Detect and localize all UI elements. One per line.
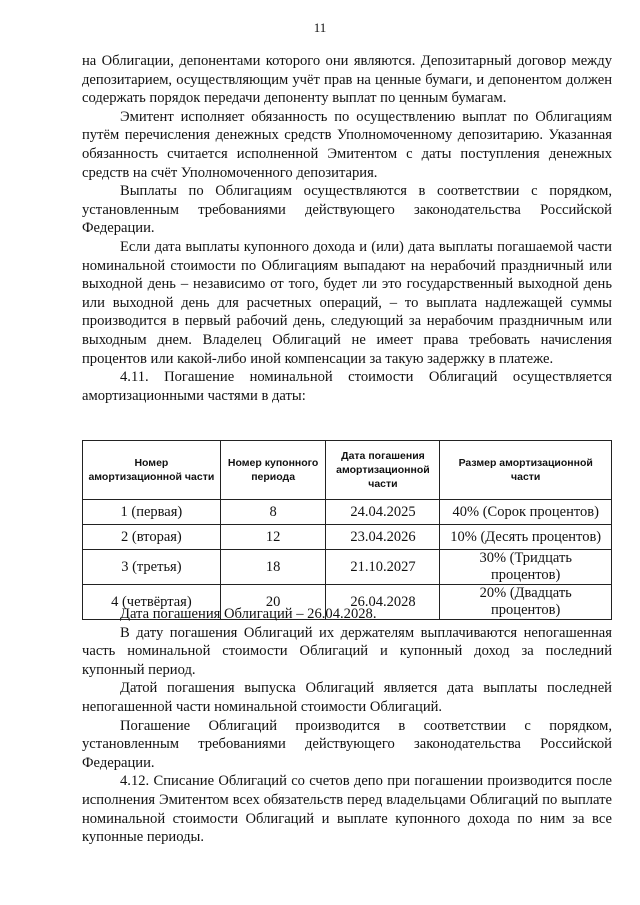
coupon-period-cell: 20 bbox=[220, 585, 326, 620]
table-row bbox=[83, 500, 612, 525]
table-row bbox=[83, 525, 612, 550]
paragraph: Если дата выплаты купонного дохода и (или) дата выплаты погашаемой части номинальной стоимости по Облигациям выпадают на нерабочий праздничный или выходной день – независимо от того, будет ли это государственный выходной день или выходной день для расчетных операций, – то выплата надлежащей суммы производится в первый рабочий день, следующий за нерабочим праздничным или выходным днем. Владелец Облигаций не имеет права требовать начисления процентов или какой-либо иной компенсации за такую задержку в платеже. bbox=[82, 238, 612, 367]
body-text-top bbox=[82, 52, 612, 405]
part-number-cell: 1 (первая) bbox=[83, 500, 221, 525]
paragraph: Погашение Облигаций производится в соответствии с порядком, установленным требованиями действующего законодательства Российской Федерации. bbox=[82, 717, 612, 771]
redemption-date-cell: 24.04.2025 bbox=[326, 500, 440, 525]
part-size-cell: 40% (Сорок процентов) bbox=[440, 500, 612, 525]
header-coupon-period: Номер купонного периода bbox=[220, 441, 326, 500]
paragraph: 4.11. Погашение номинальной стоимости Облигаций осуществляется амортизационными частями в даты: bbox=[82, 369, 612, 404]
coupon-period-cell: 18 bbox=[220, 550, 326, 585]
paragraph: Эмитент исполняет обязанность по осуществлению выплат по Облигациям путём перечисления денежных средств Уполномоченному депозитарию. Указанная обязанность считается исполненной Эмитентом с даты поступления денежных средств на счёт Уполномоченного депозитария. bbox=[82, 108, 612, 181]
header-part-size: Размер амортизационной части bbox=[440, 441, 612, 500]
body-text-bottom bbox=[82, 605, 612, 847]
paragraph: Датой погашения выпуска Облигаций является дата выплаты последней непогашенной части номинальной стоимости Облигаций. bbox=[82, 680, 612, 715]
paragraph: на Облигации, депонентами которого они являются. Депозитарный договор между депозитарием, осуществляющим учёт прав на ценные бумаги, и депонентом должен содержать порядок передачи депоненту выплат по ценным бумагам. bbox=[82, 53, 612, 107]
table-row bbox=[83, 550, 612, 585]
paragraph: В дату погашения Облигаций их держателям выплачиваются непогашенная часть номинальной стоимости Облигаций и купонный доход за последний купонный период. bbox=[82, 624, 612, 678]
redemption-date-cell: 26.04.2028 bbox=[326, 585, 440, 620]
paragraph: Выплаты по Облигациям осуществляются в соответствии с порядком, установленным требованиями действующего законодательства Российской Федерации. bbox=[82, 183, 612, 237]
part-number-cell: 4 (четвёртая) bbox=[83, 585, 221, 620]
header-part-number: Номер амортизационной части bbox=[83, 441, 221, 500]
table-header-row bbox=[83, 441, 612, 500]
part-size-cell: 20% (Двадцать процентов) bbox=[440, 585, 612, 620]
part-number-cell: 2 (вторая) bbox=[83, 525, 221, 550]
part-size-cell: 30% (Тридцать процентов) bbox=[440, 550, 612, 585]
header-redemption-date: Дата погашения амортизационной части bbox=[326, 441, 440, 500]
paragraph: Дата погашения Облигаций – 26.04.2028. bbox=[120, 606, 377, 622]
page-number: 11 bbox=[313, 20, 327, 35]
part-size-cell: 10% (Десять процентов) bbox=[440, 525, 612, 550]
coupon-period-cell: 8 bbox=[220, 500, 326, 525]
redemption-date-cell: 23.04.2026 bbox=[326, 525, 440, 550]
amortization-table bbox=[82, 440, 612, 620]
part-number-cell: 3 (третья) bbox=[83, 550, 221, 585]
redemption-date-cell: 21.10.2027 bbox=[326, 550, 440, 585]
paragraph: 4.12. Списание Облигаций со счетов депо при погашении производится после исполнения Эмитентом всех обязательств перед владельцами Облигаций по выплате номинальной стоимости Облигаций и выплате купонного дохода по ним за все купонные периоды. bbox=[82, 773, 612, 846]
coupon-period-cell: 12 bbox=[220, 525, 326, 550]
